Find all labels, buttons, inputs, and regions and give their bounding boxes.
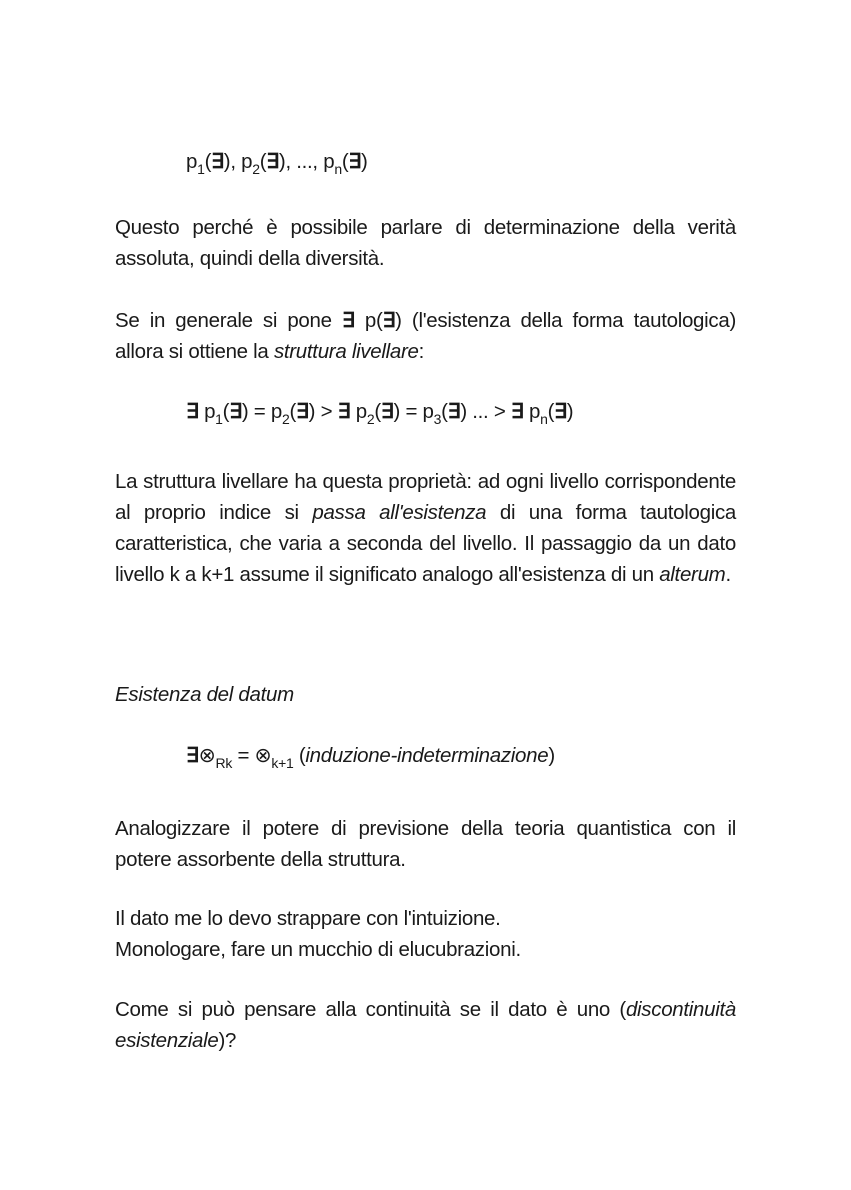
paragraph-dato [115, 903, 736, 965]
paragraph-verita: Questo perché è possibile parlare di determinazione della verità assoluta, quindi della diversità. [115, 216, 736, 270]
paragraph-analogizzare: Analogizzare il potere di previsione della teoria quantistica con il potere assorbente della struttura. [115, 817, 736, 871]
paragraph-proprieta: La struttura livellare ha questa proprietà: ad ogni livello corrispondente al proprio indice si passa all'esistenza di una forma tautologica caratteristica, che varia a seconda del livello. Il passaggio da un dato livello k a k+1 assume il significato analogo all'esistenza di un alterum. [115, 470, 737, 586]
formula-struttura-livellare: ∃ $p_1(\exists)$ = $p_2(\exists)$ > ∃ $p_2(\exists)$ = $p_3(\exists)$ ... > ∃ $p_n(\exists)$ [186, 400, 574, 427]
line-intuizione: Il dato me lo devo strappare con l'intuizione. [115, 907, 501, 930]
paragraph-continuita: Come si può pensare alla continuità se il dato è uno (discontinuità esistenziale)? [115, 998, 736, 1052]
formula-datum: $\exists\otimes_{Rk}$ = $\otimes_{k+1}$ (induzione-indeterminazione) [186, 744, 555, 771]
line-monologare: Monologare, fare un mucchio di elucubrazioni. [115, 938, 521, 961]
paragraph-struttura-livellare: Se in generale si pone ∃ p(∃) (l'esistenza della forma tautologica) allora si ottiene la struttura livellare: [115, 309, 736, 363]
formula-sequence: $p_1(\exists)$, $p_2(\exists)$, ..., $p_n(\exists)$ [186, 150, 368, 177]
section-heading: Esistenza del datum [115, 683, 294, 706]
